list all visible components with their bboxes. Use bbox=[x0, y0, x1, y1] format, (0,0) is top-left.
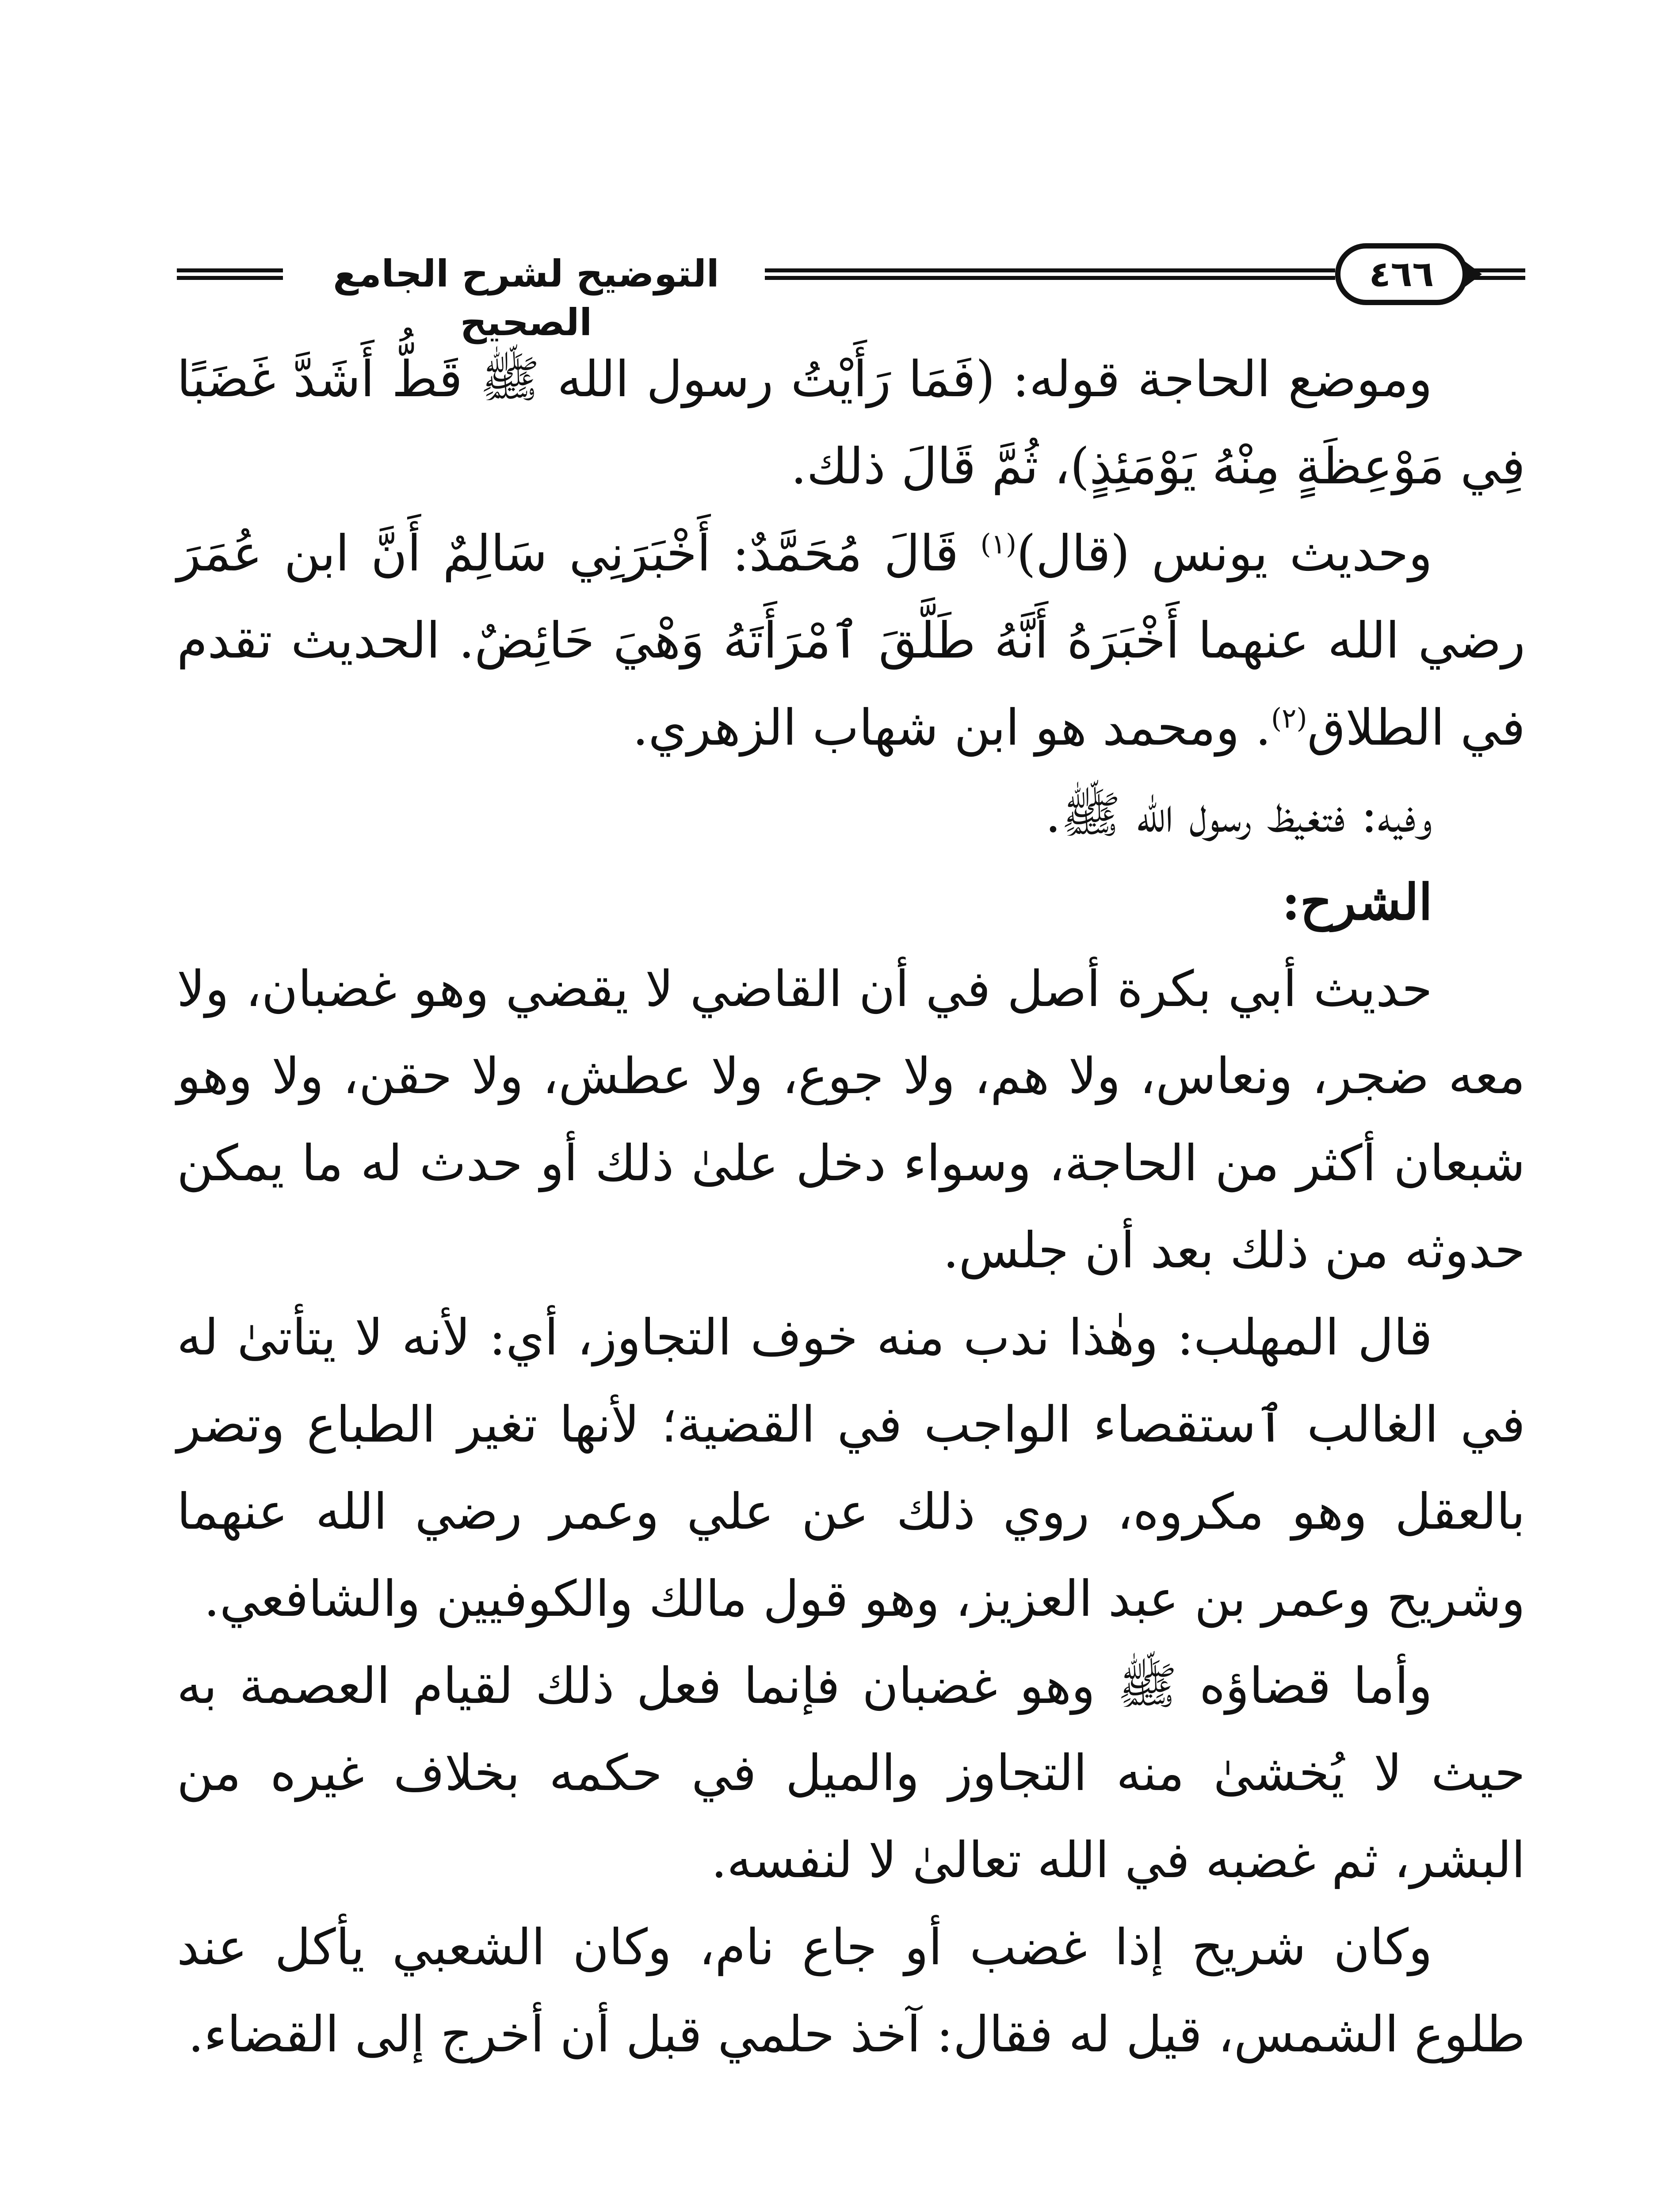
paragraph-text: . ومحمد هو ابن شهاب الزهري. bbox=[632, 699, 1271, 757]
header-rule-middle bbox=[765, 268, 1335, 280]
paragraph-text: قَالَ مُحَمَّدٌ: أَخْبَرَنِي سَالِمٌ أَنَّ ابن عُمَرَ رضي الله عنهما أَخْبَرَهُ أَنَّهُ طَلَّقَ ٱمْرَأَتَهُ وَهْيَ حَائِضٌ. الحديث تقدم في الطلاق bbox=[177, 525, 1525, 757]
header-rule-left bbox=[177, 268, 283, 280]
page-number: ٤٦٦ bbox=[1335, 243, 1468, 305]
main-text bbox=[177, 336, 1525, 2078]
running-header bbox=[177, 230, 1525, 344]
section-heading: الشرح: bbox=[1282, 873, 1432, 931]
running-title: التوضيح لشرح الجامع الصحيح bbox=[333, 252, 719, 344]
paragraph bbox=[177, 510, 1525, 772]
footnote-ref[interactable]: (١) bbox=[980, 528, 1017, 560]
paragraph: قال المهلب: وهٰذا ندب منه خوف التجاوز، أي: لأنه لا يتأتىٰ له في الغالب ٱستقصاء الواجب في القضية؛ لأنها تغير الطباع وتضر بالعقل وهو مكروه، روي ذلك عن علي وعمر رضي الله عنهما وشريح وعمر بن عبد العزيز، وهو قول مالك والكوفيين والشافعي. bbox=[177, 1309, 1525, 1628]
paragraph: وكان شريح إذا غضب أو جاع نام، وكان الشعبي يأكل عند طلوع الشمس، قيل له فقال: آخذ حلمي قبل أن أخرج إلى القضاء. bbox=[177, 1919, 1525, 2063]
paragraph: وأما قضاؤه ﷺ وهو غضبان فإنما فعل ذلك لقيام العصمة به حيث لا يُخشىٰ منه التجاوز والميل في حكمه بخلاف غيره من البشر، ثم غضبه في الله تعالىٰ لا لنفسه. bbox=[177, 1657, 1525, 1889]
header-rule-right bbox=[1472, 268, 1525, 280]
paragraph: وفيه: فتغيظ رسول الله ﷺ. bbox=[1045, 786, 1432, 844]
paragraph: وموضع الحاجة قوله: (فَمَا رَأَيْتُ رسول الله ﷺ قَطُّ أَشَدَّ غَضَبًا فِي مَوْعِظَةٍ مِنْهُ يَوْمَئِذٍ)، ثُمَّ قَالَ ذلك. bbox=[177, 351, 1525, 495]
paragraph-text: وحديث يونس (قال) bbox=[1016, 525, 1433, 582]
footnote-ref[interactable]: (٢) bbox=[1271, 702, 1307, 734]
paragraph: حديث أبي بكرة أصل في أن القاضي لا يقضي وهو غضبان، ولا معه ضجر، ونعاس، ولا هم، ولا جوع، ولا عطش، ولا حقن، ولا وهو شبعان أكثر من الحاجة، وسواء دخل علىٰ ذلك أو حدث له ما يمكن حدوثه من ذلك بعد أن جلس. bbox=[177, 960, 1525, 1279]
